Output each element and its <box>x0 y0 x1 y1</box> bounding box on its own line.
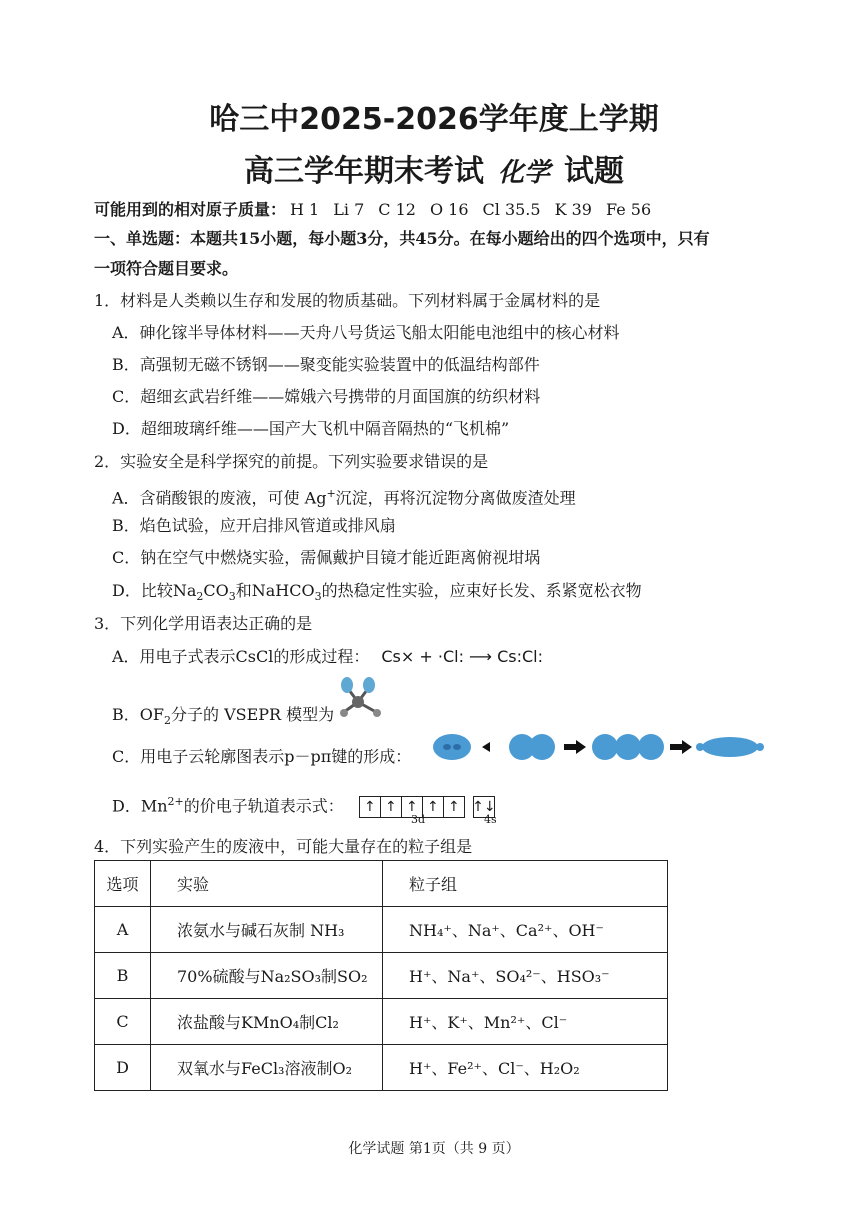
section-instructions-1: 一、单选题：本题共15小题，每小题3分，共45分。在每小题给出的四个选项中，只有 <box>94 229 710 248</box>
q1-option-c: C．超细玄武岩纤维——嫦娥六号携带的月面国旗的纺织材料 <box>112 387 541 406</box>
atomic-mass-item: Fe 56 <box>605 200 652 219</box>
title-line-1: 哈三中2025-2026学年度上学期 <box>209 102 659 137</box>
q1-option-d: D．超细玻璃纤维——国产大飞机中隔音隔热的“飞机棉” <box>112 419 510 438</box>
q3-option-a-text: A．用电子式表示CsCl的形成过程： <box>112 647 370 666</box>
table-header-cell: 选项 <box>95 861 151 907</box>
orbital-box: ↑↓ <box>473 796 495 818</box>
table-header-row <box>95 861 668 907</box>
table-cell: H⁺、Fe²⁺、Cl⁻、H₂O₂ <box>383 1045 668 1091</box>
title-subject: 化学 <box>497 158 550 188</box>
orbital-box: ↑ <box>444 796 465 818</box>
table-cell: NH₄⁺、Na⁺、Ca²⁺、OH⁻ <box>383 907 668 953</box>
q3-option-a-formula: Cs× + ·Cl: ⟶ Cs:Cl: <box>381 647 543 666</box>
atomic-mass-item: O 16 <box>429 200 469 219</box>
table-cell: C <box>95 999 151 1045</box>
table-header-cell: 实验 <box>151 861 383 907</box>
q2-option-d-b: CO <box>203 581 229 600</box>
q3-stem: 3．下列化学用语表达正确的是 <box>94 614 313 633</box>
orbital-box: ↑ <box>381 796 402 818</box>
q3-option-b: B．$OF_2$分子的 VSEPR 模型为 <box>112 705 335 728</box>
q3-option-b-post: 分子的 VSEPR 模型为 <box>170 705 335 724</box>
atomic-mass-item: C 12 <box>378 200 416 219</box>
table-header-cell: 粒子组 <box>383 861 668 907</box>
orbital-diagram <box>359 796 495 818</box>
title-line-2-pre: 高三学年期末考试 <box>243 154 484 189</box>
q2-option-b: B．焰色试验，应开启排风管道或排风扇 <box>112 516 396 535</box>
q2-option-d-a: D．比较Na <box>112 581 197 600</box>
q1-stem: 1．材料是人类赖以生存和发展的物质基础。下列材料属于金属材料的是 <box>94 291 601 310</box>
q2-option-a-post: 沉淀，再将沉淀物分离做废渣处理 <box>335 488 576 508</box>
title-line-2 <box>0 146 868 190</box>
table-cell: H⁺、K⁺、Mn²⁺、Cl⁻ <box>383 999 668 1045</box>
page-footer: 化学试题 第1页（共 9 页） <box>348 1141 520 1157</box>
atomic-mass-item: H 1 <box>290 200 320 219</box>
table-row <box>95 999 668 1045</box>
q3-option-a <box>112 646 543 668</box>
atomic-mass-item: Cl 35.5 <box>482 200 541 219</box>
q3-option-c: C．用电子云轮廓图表示p－pπ键的形成： <box>112 747 412 766</box>
table-row <box>95 907 668 953</box>
q2-option-d-c: 和NaHCO <box>235 581 315 600</box>
orbital-box: ↑ <box>359 796 381 818</box>
q2-option-a: A．含硝酸银的废液，可使 Ag+沉淀，再将沉淀物分离做废渣处理 <box>112 487 576 508</box>
q2-option-a-pre: A．含硝酸银的废液，可使 Ag <box>112 488 327 508</box>
vsepr-model-image <box>336 672 386 722</box>
table-cell: 双氧水与FeCl₃溶液制O₂ <box>151 1045 383 1091</box>
q2-option-c: C．钠在空气中燃烧实验，需佩戴护目镜才能近距离俯视坩埚 <box>112 548 541 567</box>
q1-option-a: A．砷化镓半导体材料——天舟八号货运飞船太阳能电池组中的核心材料 <box>112 323 620 342</box>
q2-option-d-d: 的热稳定性实验，应束好长发、系紧宽松衣物 <box>321 581 642 600</box>
table-cell: 70%硫酸与Na₂SO₃制SO₂ <box>151 953 383 999</box>
table-cell: 浓盐酸与KMnO₄制Cl₂ <box>151 999 383 1045</box>
q4-table <box>94 860 668 1091</box>
q3-option-b-pre: B．OF <box>112 705 164 724</box>
table-cell: B <box>95 953 151 999</box>
section-instructions-2: 一项符合题目要求。 <box>94 259 239 278</box>
atomic-mass-item: Li 7 <box>333 200 365 219</box>
orbital-box: ↑ <box>402 796 423 818</box>
title-line-2-post: 试题 <box>564 154 624 189</box>
atomic-mass-line <box>94 199 665 221</box>
table-row <box>95 1045 668 1091</box>
table-cell: A <box>95 907 151 953</box>
table-cell: 浓氨水与碱石灰制 NH₃ <box>151 907 383 953</box>
orbital-label-3d: 3d <box>411 813 426 826</box>
table-row <box>95 953 668 999</box>
q2-stem: 2．实验安全是科学探究的前提。下列实验要求错误的是 <box>94 452 489 471</box>
q2-option-d: D．比较$Na_2CO_3$和NaHCO$_3$的热稳定性实验，应束好长发、系紧宽松衣物 <box>112 581 642 604</box>
table-cell: D <box>95 1045 151 1091</box>
atomic-mass-label: 可能用到的相对原子质量： <box>94 200 287 219</box>
q4-stem: 4．下列实验产生的废液中，可能大量存在的粒子组是 <box>94 837 473 856</box>
q1-option-b: B．高强韧无磁不锈钢——聚变能实验装置中的低温结构部件 <box>112 355 540 374</box>
orbital-label-4s: 4s <box>484 813 497 826</box>
q3-option-d: D．$Mn^{2+}$的价电子轨道表示式： ↑ ↑ ↑ ↑ ↑ ↑↓ <box>112 791 495 818</box>
table-cell: H⁺、Na⁺、SO₄²⁻、HSO₃⁻ <box>383 953 668 999</box>
pi-bond-formation-image <box>430 730 766 764</box>
orbital-box: ↑ <box>423 796 444 818</box>
q3-option-d-post: 的价电子轨道表示式： <box>183 796 344 816</box>
atomic-mass-item: K 39 <box>554 200 592 219</box>
q3-option-d-pre: D．Mn <box>112 796 168 816</box>
